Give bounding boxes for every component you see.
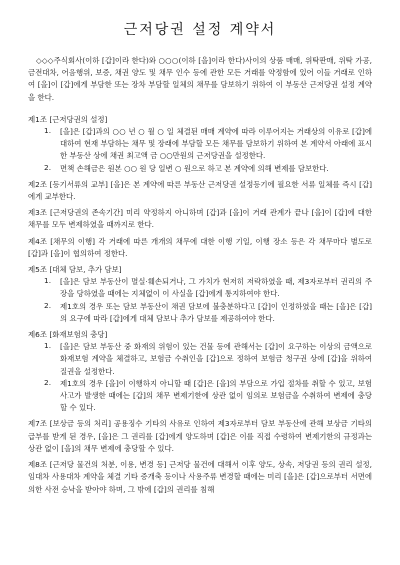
article-item	[28, 163, 372, 175]
item-text: 제1호의 경우 [을]이 이행하지 아니할 때 [갑]은 [을]의 부담으로 가입 절차를 취할 수 있고, 보험사고가 발생한 때에는 [갑]의 채무 변제기한에 상관 없이 임의로 보험금을 수취하여 변제에 충당할 수 있다.	[60, 378, 372, 413]
item-number: 2.	[44, 162, 52, 172]
article-heading: 제2조 [등기서류의 교부] [을]은 본 계약에 따른 부동산 근저당권 설정등기에 필요한 서류 일체를 즉시 [갑]에게 교부한다.	[28, 179, 372, 202]
item-number: 1.	[44, 126, 52, 136]
article-heading: 제8조 [근저당 물건의 처분, 이용, 변경 등] 근저당 물건에 대해서 이후 양도, 상속, 저당권 등의 권리 설정, 임대차 사용대차 계약을 체결 기타 증개축 등이나 사용주류 변경할 때에는 미리 [을]은 [갑]으로부터 서면에 의한 사전 승낙을 받아야 하며, 그 밖에 [갑]의 권리를 침해	[28, 460, 372, 494]
articles-list	[28, 114, 372, 496]
article-6	[28, 329, 372, 414]
article-item	[28, 126, 372, 163]
item-number: 2.	[44, 377, 52, 387]
article-heading: 제6조 [화재보험의 충당]	[28, 330, 108, 340]
article-2	[28, 179, 372, 203]
item-text: [을]은 담보 부동산 중 화재의 위험이 있는 건물 등에 관해서는 [갑]이 요구하는 이상의 금액으로 화재보험 계약을 체결하고, 보험금 수취인을 [갑]으로 정하여 보험금 청구권 상에 [갑]을 위하여 질권을 설정한다.	[60, 342, 372, 376]
item-text: 면책 손해금은 원본 ○○ 원 당 일변 ○ 원으로 하고 본 계약에 의해 변제를 담보한다.	[60, 163, 329, 173]
article-5	[28, 264, 372, 325]
item-text: [을]은 담보 부동산이 멸실·훼손되거나, 그 가치가 현저히 저락하였을 때, 제3자로부터 권리의 주장을 당하였을 때에는 지체없이 이 사실을 [갑]에게 통지하여야 한다.	[60, 277, 372, 299]
article-heading: 제1조 [근저당권의 설정]	[28, 114, 108, 124]
item-number: 2.	[44, 300, 52, 310]
article-heading: 제3조 [근저당권의 존속기간] 미리 약정하지 아니하며 [갑]과 [을]이 거래 관계가 끝나 [을]이 [갑]에 대한 채무를 모두 변제하였을 때까지로 한다.	[28, 208, 372, 230]
article-4	[28, 236, 372, 260]
article-8	[28, 459, 372, 496]
article-item	[28, 378, 372, 415]
article-heading: 제5조 [대체 담보, 추가 담보]	[28, 265, 122, 275]
article-heading: 제7조 [보상금 등의 처리] 공용징수 기타의 사유로 인하여 제3자로부터 담보 부동산에 관해 보상금 기타의 급부를 받게 된 경우, [을]은 그 권리를 [갑]에게 양도하며 [갑]은 이를 직접 수령하여 변제기한의 규정과는 상관 없이 [을]의 채무 변제에 충당할 수 있다.	[28, 419, 372, 453]
article-item	[28, 341, 372, 378]
article-3	[28, 207, 372, 231]
article-item	[28, 276, 372, 300]
item-text: [을]은 [갑]과의 ○○ 년 ○ 월 ○ 일 체결된 매매 계약에 따라 이루어지는 거래상의 이유로 [갑]에 대하여 현재 부담하는 채무 및 장래에 부담할 모든 채무를 담보하기 위하여 본 계약서 아래에 표시한 부동산 상에 채권 최고액 금 ○○만원의 근저당권을 설정한다.	[60, 127, 372, 161]
document-title: 근저당권 설정 계약서	[123, 22, 277, 38]
item-text: 제1호의 경우 또는 담보 부동산이 채권 담보에 불충분하다고 [갑]이 인정하였을 때는 [을]은 [갑]의 요구에 따라 [갑]에게 대체 담보나 추가 담보를 제공하여야 한다.	[60, 301, 372, 323]
article-1	[28, 114, 372, 175]
item-number: 1.	[44, 341, 52, 351]
intro-paragraph: ◇◇◇주식회사(이하 [갑]이라 한다)와 ○○○(이하 [을]이라 한다)사이의 상품 매매, 위탁판매, 위탁 가공, 금전대차, 어음행위, 보증, 채권 양도 및 채무 인수 등에 관한 모든 거래를 약정함에 있어 이들 거래로 인하여 [을]이 [갑]에게 부담한 또는 장차 부담할 일체의 채무를 담보하기 위하여 이 부동산 근저당권 설정 계약을 한다.	[28, 56, 372, 102]
item-number: 1.	[44, 276, 52, 286]
article-item	[28, 301, 372, 325]
article-heading: 제4조 [채무의 이행] 각 거래에 따른 개개의 채무에 대한 이행 기일, 이행 장소 등은 각 채무마다 별도로 [갑]과 [을]이 협의하여 정한다.	[28, 236, 372, 258]
article-7	[28, 418, 372, 455]
